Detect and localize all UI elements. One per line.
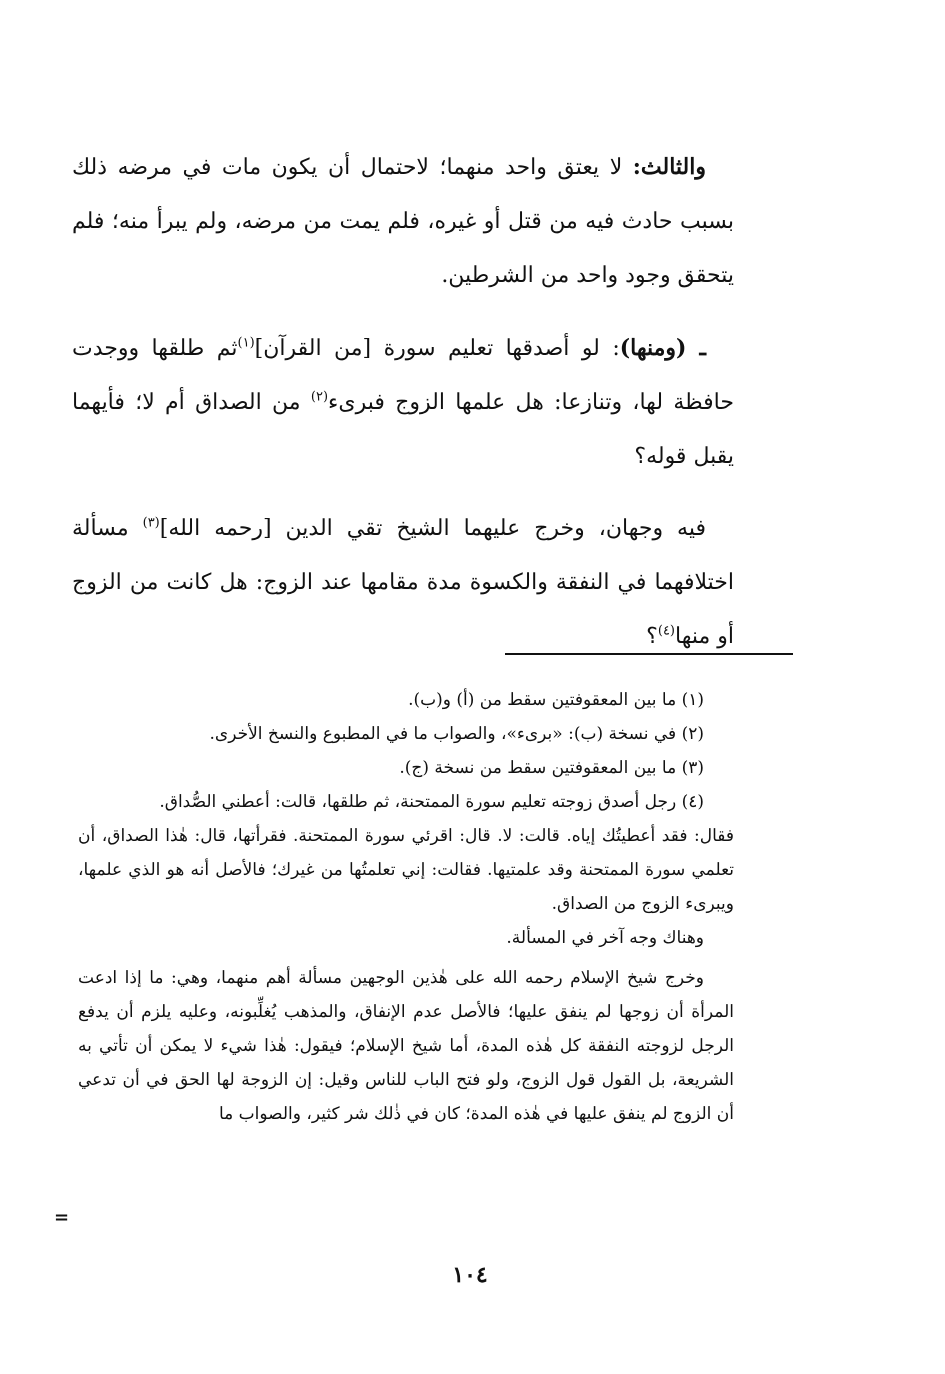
continuation-mark: = — [54, 1207, 70, 1228]
footnote-2: (٢) في نسخة (ب): «برىء»، والصواب ما في المطبوع والنسخ الأخرى. — [209, 724, 704, 744]
paragraph-text: مسألة اختلافهما في النفقة والكسوة مدة مقامها عند الزوج: هل كانت من الزوج أو منها — [72, 516, 735, 649]
footnote-4-dialogue: فقال: فقد أعطيتُك إياه. قالت: لا. قال: اقرئي سورة الممتحنة. فقرأتها، قال: هٰذا الصداق، أن تعلمي سورة الممتحنة وقد علمتيها. فقالت: إني تعلمتُها من غيرك؛ فالأصل أنه هو الذي علمها، ويبرىء الزوج من الصداق. — [78, 826, 734, 914]
paragraph-label: والثالث: — [632, 154, 706, 180]
paragraph-text: ؟ — [646, 624, 658, 649]
paragraph-text: ثم طلقها ووجدت حافظة لها، وتنازعا: هل علمها الزوج فبرىء — [72, 336, 734, 415]
footnote-ref-1[interactable]: (١) — [237, 335, 255, 351]
footnote-1: (١) ما بين المعقوفتين سقط من (أ) و(ب). — [408, 690, 704, 710]
paragraph-text: فيه وجهان، وخرج عليهما الشيخ تقي الدين [رحمه الله] — [159, 516, 707, 541]
main-text — [72, 140, 734, 664]
footnote-separator — [505, 653, 793, 655]
paragraph-label: ـ (ومنها) — [619, 335, 706, 361]
footnote-4-other-view: وهناك وجه آخر في المسألة. — [506, 928, 704, 948]
paragraph-third-case — [72, 140, 734, 303]
footnote-4: (٤) رجل أصدق زوجته تعليم سورة الممتحنة، ثم طلقها، قالت: أعطني الصُّداق. — [159, 792, 704, 812]
paragraph-text: : لو أصدقها تعليم سورة [من القرآن] — [254, 336, 620, 361]
paragraph-issue — [72, 321, 734, 484]
footnotes — [78, 683, 734, 1131]
footnote-4-commentary: وخرج شيخ الإسلام رحمه الله على هٰذين الوجهين مسألة أهم منهما، وهي: ما إذا ادعت المرأة أن زوجها لم ينفق عليها؛ فالأصل عدم الإنفاق، والمذهب يُغلِّبونه، وعليه يلزم أن يدفع الرجل لزوجته النفقة كل هٰذه المدة، أما شيخ الإسلام؛ فيقول: هٰذا شيء لا يمكن أن تأتي به الشريعة، بل القول قول الزوج، ولو فتح الباب للناس وقيل: إن الزوجة لها الحق في أن تدعي أن الزوج لم ينفق عليها في هٰذه المدة؛ كان في ذٰلك شر كثير، والصواب ما — [78, 968, 734, 1124]
footnote-3: (٣) ما بين المعقوفتين سقط من نسخة (ج). — [399, 758, 704, 778]
paragraph-two-views — [72, 502, 734, 664]
page-number: ١٠٤ — [452, 1262, 488, 1288]
footnote-ref-3[interactable]: (٣) — [142, 515, 160, 531]
footnote-ref-4[interactable]: (٤) — [657, 623, 675, 639]
paragraph-text: لا يعتق واحد منهما؛ لاحتمال أن يكون مات في مرضه ذلك بسبب حادث فيه من قتل أو غيره، فلم يمت من مرضه، ولم يبرأ منه؛ فلم يتحقق وجود واحد من الشرطين. — [72, 155, 734, 288]
footnote-ref-2[interactable]: (٢) — [310, 389, 329, 405]
paragraph-text: من الصداق أم لا؛ فأيهما يقبل قوله؟ — [72, 390, 734, 469]
